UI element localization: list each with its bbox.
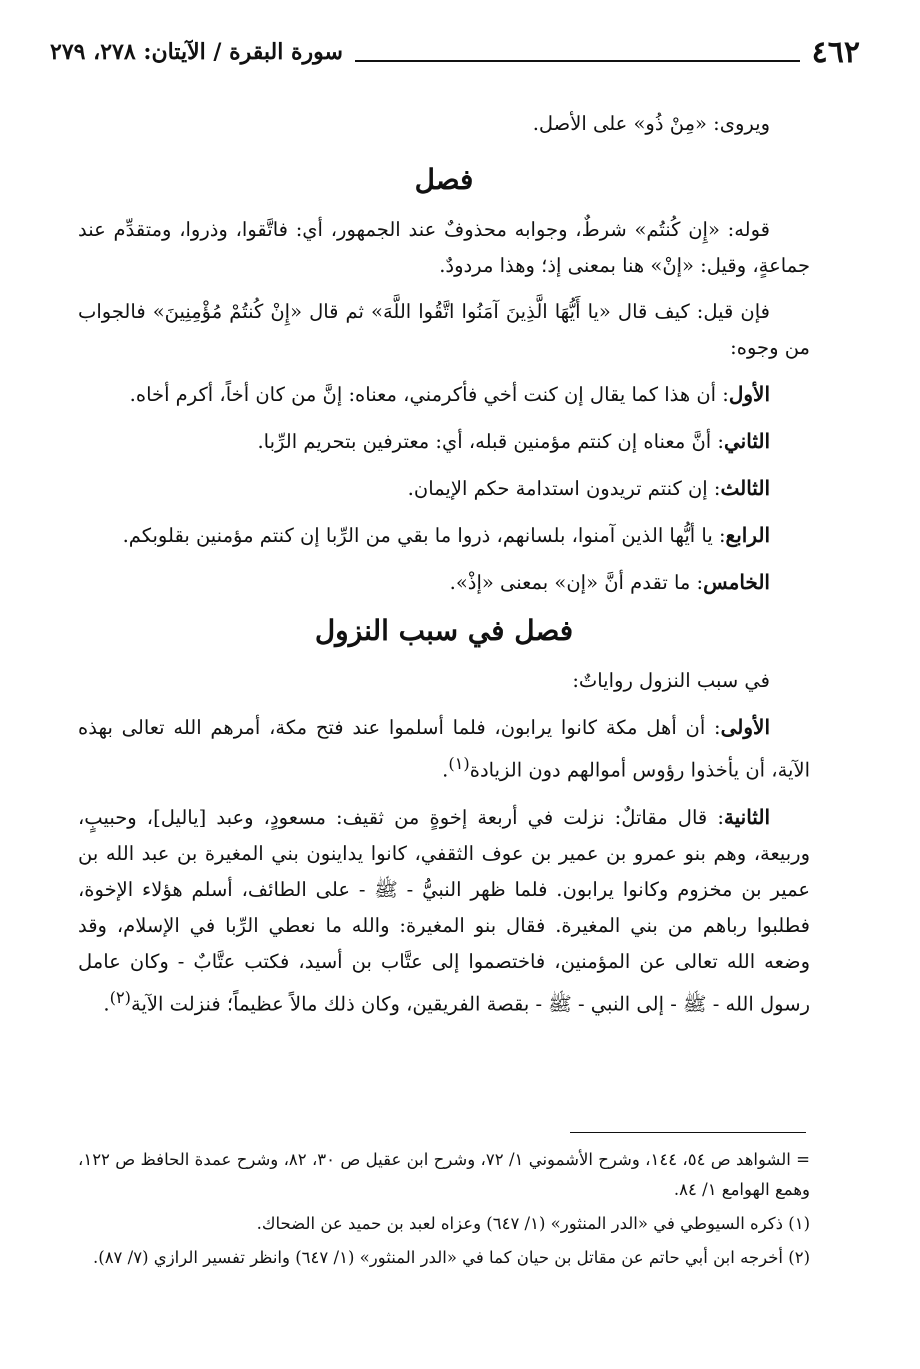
section-heading-nuzul: فصل في سبب النزول bbox=[314, 614, 574, 647]
riwaya-first-text: : أن أهل مكة كانوا يرابون، فلما أسلموا عند فتح مكة، أمرهم الله تعالى بهذه الآية، أن يأخذوا رؤوس أموالهم دون الزيادة bbox=[78, 716, 810, 782]
riwaya-second-text: : قال مقاتلٌ: نزلت في أربعة إخوةٍ من ثقيف: مسعودٍ، وعبد [ياليل]، وحبيبٍ، وربيعة، وهم بنو عمرو بن عمير بن عوف الثقفي، كانوا يداينون بني المغيرة بن عبد الله بن عمير بن مخزوم وكانوا يرابون. فلما ظهر النبيُّ - ﷺ - على الطائف، أسلم هؤلاء الإخوة، فطلبوا رباهم من بني المغيرة. فقال بنو المغيرة: والله ما نعطي الرِّبا في الإسلام، وقد وضعه الله تعالى عن المؤمنين، فاختصموا إلى عتَّاب بن أسيد، فكتب عتَّابٌ - وكان عامل رسول الله - ﷺ - إلى النبي - ﷺ - بقصة الفريقين، وكان ذلك مالاً عظيماً؛ فنزلت الآية bbox=[78, 805, 810, 1015]
answer-fourth-label: الرابع bbox=[725, 523, 770, 547]
footnote-ref-2: (٢) bbox=[109, 987, 131, 1007]
answer-third-text: : إن كنتم تريدون استدامة حكم الإيمان. bbox=[407, 477, 721, 500]
answer-fourth-text: : يا أيُّها الذين آمنوا، بلسانهم، ذروا ما بقي من الرِّبا إن كنتم مؤمنين بقلوبكم. bbox=[122, 524, 726, 547]
intro-line: ويروى: «مِنْ ذُو» على الأصل. bbox=[532, 112, 770, 135]
page-body bbox=[78, 106, 810, 1032]
answer-fifth-label: الخامس bbox=[703, 570, 770, 594]
footnote-2: (٢) أخرجه ابن أبي حاتم عن مقاتل بن حيان كما في «الدر المنثور» (١/ ٦٤٧) وانظر تفسير الرازي (٧/ ٨٧). bbox=[93, 1248, 810, 1267]
riwaya-first-end: . bbox=[442, 758, 449, 782]
paragraph-shart: قوله: «إِن كُنتُم» شرطٌ، وجوابه محذوفٌ عند الجمهور، أي: فاتَّقوا، وذروا، ومتقدِّم عند جماعةٍ، وقيل: «إنْ» هنا بمعنى إذ؛ وهذا مردودٌ. bbox=[78, 218, 810, 277]
answer-fifth bbox=[78, 564, 810, 601]
footnote-1: (١) ذكره السيوطي في «الدر المنثور» (١/ ٦٤٧) وعزاه لعبد بن حميد عن الضحاك. bbox=[256, 1214, 810, 1233]
paragraph-question: فإن قيل: كيف قال «يا أَيُّهَا الَّذِينَ آمَنُوا اتَّقُوا اللَّهَ» ثم قال «إِنْ كُنتُمْ مُؤْمِنِينَ» فالجواب من وجوه: bbox=[78, 300, 810, 359]
riwaya-second-label: الثانية bbox=[723, 804, 770, 829]
riwaya-second-end: . bbox=[103, 992, 110, 1015]
header-rule bbox=[355, 60, 800, 62]
answer-third-label: الثالث bbox=[720, 476, 770, 500]
answer-second-text: : أنَّ معناه إن كنتم مؤمنين قبله، أي: معترفين بتحريم الرِّبا. bbox=[257, 430, 724, 453]
page-header bbox=[50, 36, 860, 68]
page-number: ٤٦٢ bbox=[811, 34, 860, 70]
answer-first bbox=[78, 376, 810, 413]
footnotes bbox=[78, 1145, 810, 1277]
footnote-separator bbox=[570, 1132, 806, 1133]
footnote-ref-1: (١) bbox=[448, 754, 470, 773]
answer-fourth bbox=[78, 517, 810, 554]
footnote-continuation: = الشواهد ص ٥٤، ١٤٤، وشرح الأشموني ١/ ٧٢، وشرح ابن عقيل ص ٣٠، ٨٢، وشرح عمدة الحافظ ص ١٢٢، وهمع الهوامع ١/ ٨٤. bbox=[78, 1150, 811, 1199]
running-title: سورة البقرة / الآيتان: ٢٧٨، ٢٧٩ bbox=[50, 39, 343, 65]
answer-fifth-text: : ما تقدم أنَّ «إن» بمعنى «إذْ». bbox=[449, 571, 704, 594]
answer-first-label: الأول bbox=[728, 382, 770, 406]
riwaya-first-label: الأولى bbox=[720, 715, 770, 739]
answer-second-label: الثاني bbox=[723, 429, 770, 453]
riwaya-first bbox=[78, 709, 810, 789]
answer-second bbox=[78, 423, 810, 460]
section-heading-fasl: فصل bbox=[414, 163, 474, 196]
riwayat-intro: في سبب النزول رواياتٌ: bbox=[572, 669, 770, 692]
answer-third bbox=[78, 470, 810, 507]
riwaya-second bbox=[78, 799, 810, 1023]
answer-first-text: : أن هذا كما يقال إن كنت أخي فأكرمني، معناه: إنَّ من كان أخاً، أكرم أخاه. bbox=[129, 383, 729, 406]
